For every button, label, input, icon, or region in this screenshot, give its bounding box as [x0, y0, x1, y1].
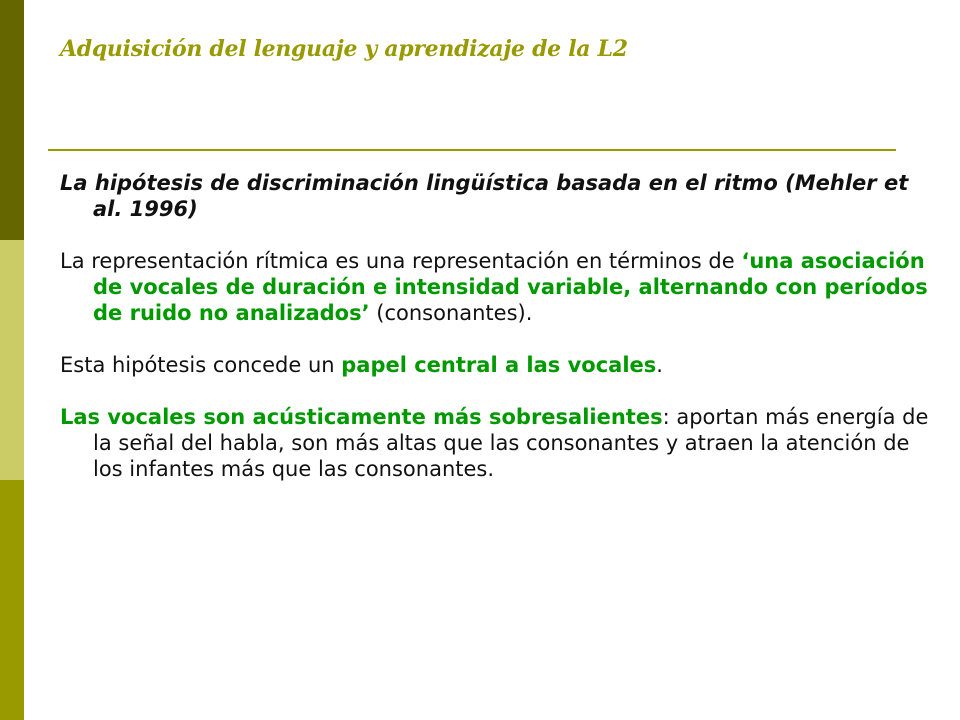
- section-heading: La hipótesis de discriminación lingüística basada en el ritmo (Mehler et al. 1996): [60, 171, 909, 221]
- slide-title: Adquisición del lenguaje y aprendizaje de la L2: [60, 36, 628, 62]
- paragraph-lead: Esta hipótesis concede un: [60, 353, 342, 377]
- highlight-central-role: papel central a las vocales: [341, 353, 657, 377]
- sidebar-bar-bottom: [0, 480, 24, 720]
- paragraph-lead: La representación rítmica es una representación en términos de: [60, 249, 742, 273]
- paragraph-tail: .: [656, 353, 663, 377]
- sidebar-decoration: [0, 0, 24, 720]
- quoted-definition: ‘una asociación de vocales de duración e intensidad variable, alternando con períodos de ruido no analizados’: [93, 249, 928, 325]
- paragraph-tail: : aportan más energía de la señal del habla, son más altas que las consonantes y atraen la atención de los infantes más que las consonantes.: [93, 405, 929, 481]
- highlight-vowel-salience: Las vocales son acústicamente más sobresalientes: [60, 405, 663, 429]
- paragraph-central-role: [60, 352, 930, 378]
- paragraph-vowel-salience: [60, 404, 930, 482]
- paragraph-rhythmic-representation: [60, 248, 930, 326]
- title-divider: [48, 149, 896, 151]
- slide-body: [60, 170, 930, 508]
- paragraph-tail: (consonantes).: [369, 301, 533, 325]
- sidebar-bar-middle: [0, 240, 24, 480]
- sidebar-bar-top: [0, 0, 24, 240]
